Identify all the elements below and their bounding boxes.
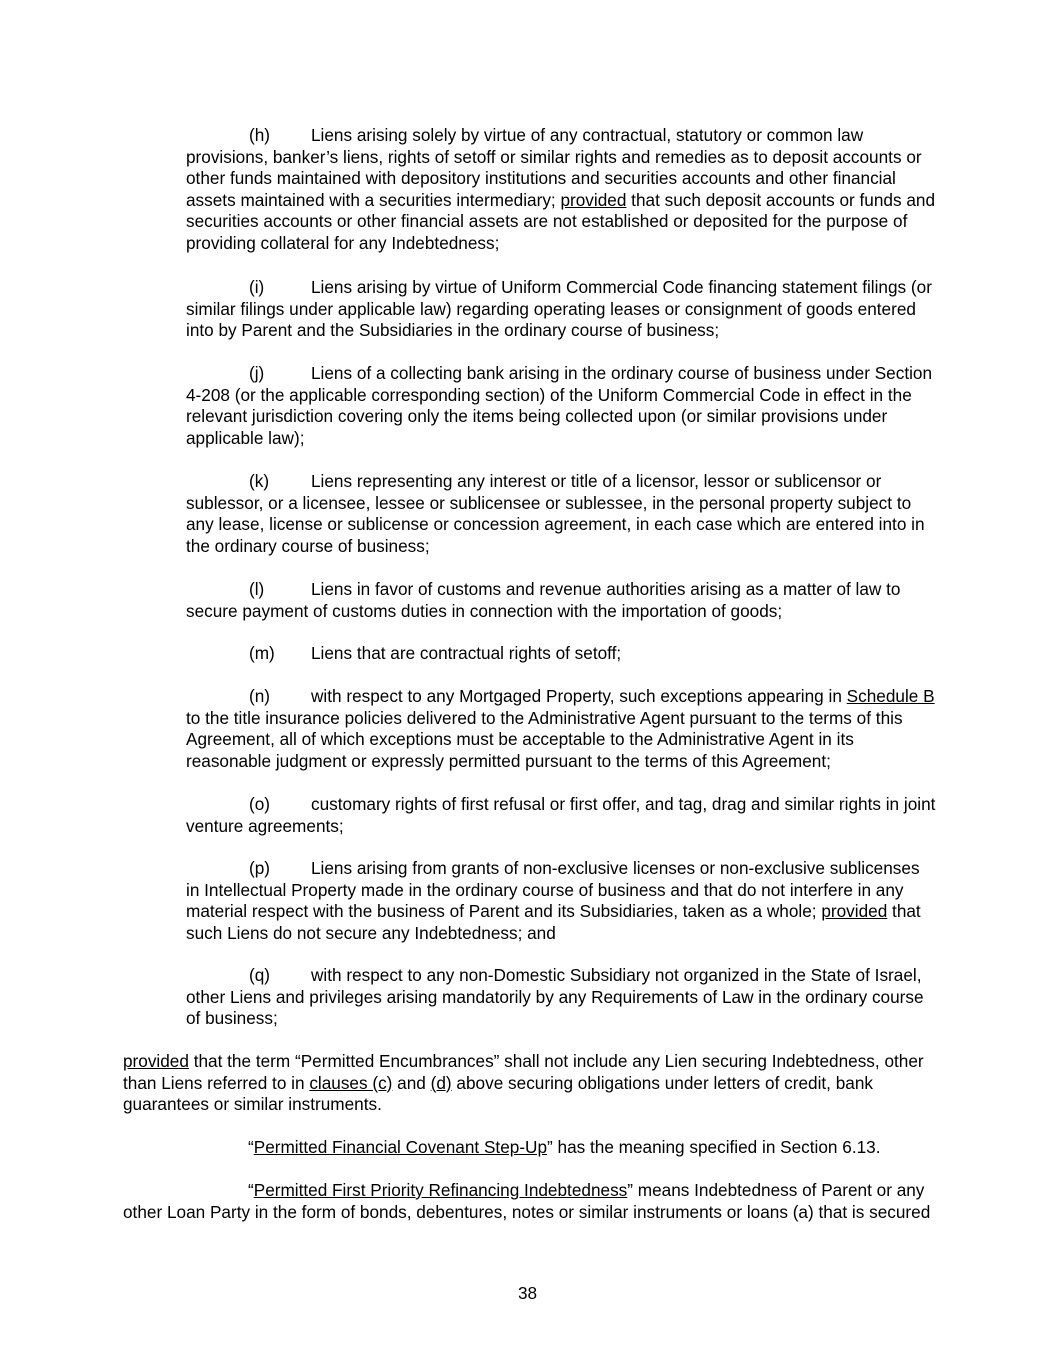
proviso-text: and (392, 1072, 431, 1093)
quote-mark: “ (248, 1180, 254, 1200)
clause-text: that such deposit accounts or funds and securities accounts or other financial assets are not established or deposited for the purpose of providing collateral for any Indebtedness; (186, 189, 936, 253)
schedule-reference: Schedule B (846, 686, 935, 706)
definition-text: ” has the meaning specified in Section 6.13. (547, 1137, 881, 1157)
clause-text: with respect to any Mortgaged Property, such exceptions appearing in (311, 686, 847, 706)
quote-mark: “ (248, 1137, 254, 1157)
page-number: 38 (517, 1283, 538, 1303)
clause-label: (m) (249, 643, 275, 663)
clause-k (186, 471, 936, 557)
clause-p (186, 858, 936, 944)
definition-text: ” means Indebtedness of Parent or any other Loan Party in the form of bonds, debentures, notes or similar instruments or loans (a) that is secured (123, 1180, 931, 1222)
clause-h (186, 125, 936, 255)
clause-i (186, 277, 936, 342)
provided-term: provided (123, 1051, 189, 1071)
clause-m (186, 643, 936, 665)
clause-reference: clauses (c) (309, 1072, 393, 1093)
clause-label: (i) (249, 277, 265, 297)
clause-text: Liens representing any interest or title of a licensor, lessor or sublicensor or sublessor, or a licensee, lessee or sublicensee or sublessee, in the personal property subject to any lease, license or sublicense or concession agreement, in each case which are entered into in the ordinary course of business; (186, 471, 925, 556)
clause-text: with respect to any non-Domestic Subsidiary not organized in the State of Israel, other Liens and privileges arising mandatorily by any Requirements of Law in the ordinary course of business; (186, 965, 924, 1029)
clause-reference: (d) (430, 1072, 452, 1093)
clause-text: Liens in favor of customs and revenue authorities arising as a matter of law to secure payment of customs duties in connection with the importation of goods; (186, 579, 901, 621)
clause-n (186, 686, 936, 772)
clause-label: (n) (249, 686, 271, 706)
defined-term: Permitted Financial Covenant Step-Up (253, 1137, 548, 1157)
clause-label: (l) (249, 579, 265, 599)
provided-term: provided (821, 901, 888, 922)
clause-label: (k) (249, 471, 270, 491)
clause-label: (j) (249, 363, 265, 383)
defined-term: Permitted First Priority Refinancing Indebtedness (253, 1180, 628, 1200)
proviso-text: that the term “Permitted Encumbrances” shall not include any Lien securing Indebtedness, other than Liens referred to in (123, 1051, 924, 1093)
clause-text: customary rights of first refusal or first offer, and tag, drag and similar rights in joint venture agreements; (186, 794, 936, 836)
clause-text: Liens arising solely by virtue of any contractual, statutory or common law provisions, banker’s liens, rights of setoff or similar rights and remedies as to deposit accounts or other funds maintained with depository institutions and securities accounts and other financial assets maintained with a securities intermediary; (186, 125, 922, 210)
provided-term: provided (560, 189, 627, 210)
clause-label: (h) (249, 125, 271, 145)
definition-financial-covenant-step-up (123, 1137, 935, 1159)
definition-first-priority-refinancing (123, 1180, 935, 1223)
proviso-text: above securing obligations under letters of credit, bank guarantees or similar instruments. (123, 1072, 874, 1115)
clause-text: Liens that are contractual rights of setoff; (311, 643, 622, 663)
clause-text: Liens of a collecting bank arising in the ordinary course of business under Section 4-208 (or the applicable corresponding section) of the Uniform Commercial Code in effect in the relevant jurisdiction covering only the items being collected upon (or similar provisions under applicable law); (186, 363, 933, 448)
clause-q (186, 965, 936, 1030)
clause-label: (o) (249, 794, 271, 814)
clause-l (186, 579, 936, 622)
clause-text: to the title insurance policies delivered to the Administrative Agent pursuant to the terms of this Agreement, all of which exceptions must be acceptable to the Administrative Agent in its reasonable judgment or expressly permitted pursuant to the terms of this Agreement; (186, 707, 903, 771)
clause-text: Liens arising from grants of non-exclusive licenses or non-exclusive sublicenses in Intellectual Property made in the ordinary course of business and that do not interfere in any material respect with the business of Parent and its Subsidiaries, taken as a whole; (186, 858, 920, 922)
clause-j (186, 363, 936, 449)
clause-text: that such Liens do not secure any Indebtedness; and (186, 901, 921, 943)
clause-label: (p) (249, 858, 271, 878)
clause-label: (q) (249, 965, 271, 985)
clause-o (186, 794, 936, 837)
clause-text: Liens arising by virtue of Uniform Commercial Code financing statement filings (or similar filings under applicable law) regarding operating leases or consignment of goods entered into by Parent and the Subsidiaries in the ordinary course of business; (186, 277, 932, 341)
proviso-paragraph (123, 1051, 935, 1116)
